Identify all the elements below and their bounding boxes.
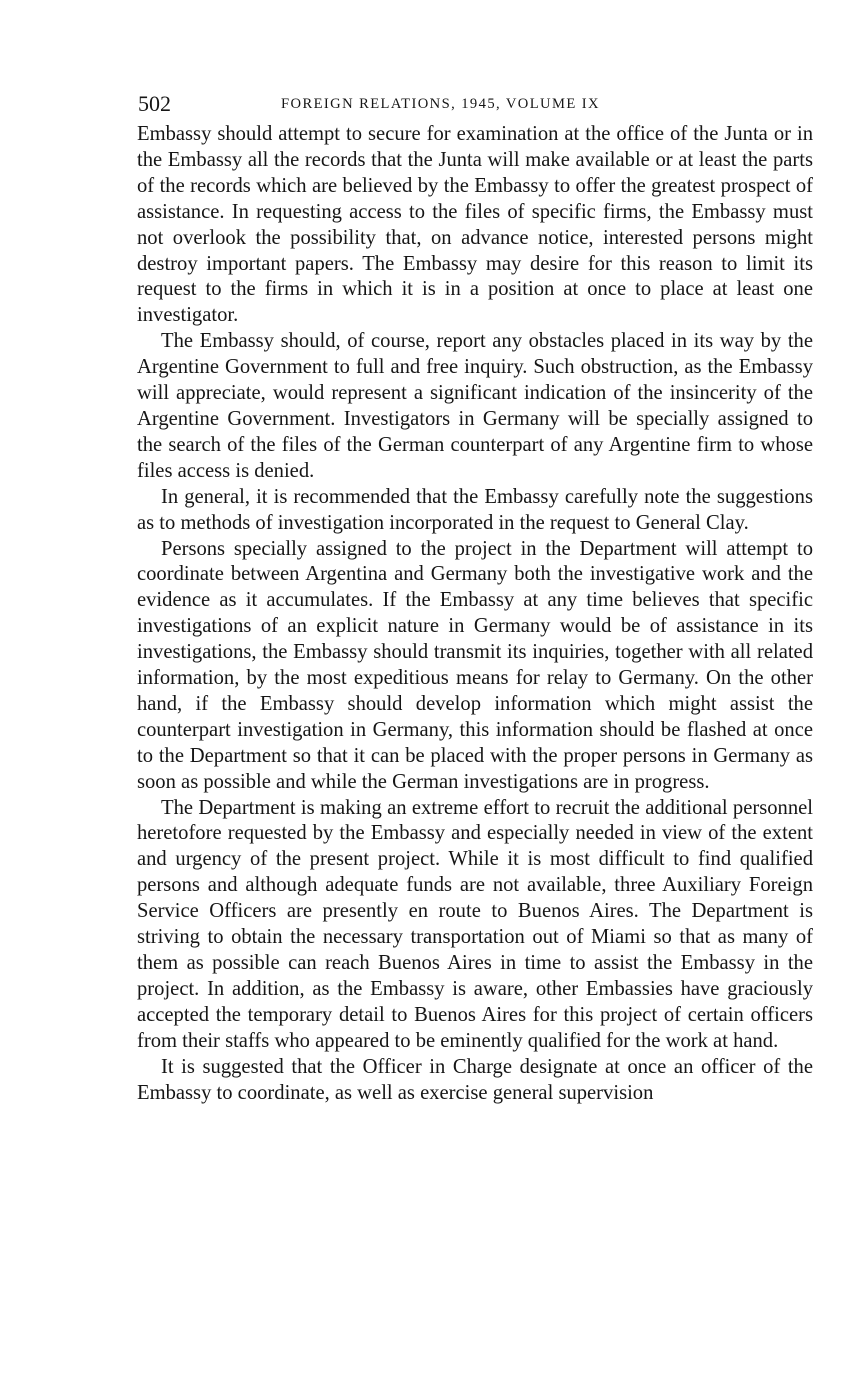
body-text — [137, 122, 813, 1106]
paragraph: It is suggested that the Officer in Charge designate at once an officer of the Embassy to coordinate, as well as exercise general supervision — [137, 1055, 813, 1104]
running-title: FOREIGN RELATIONS, 1945, VOLUME IX — [281, 96, 600, 112]
running-header — [137, 88, 813, 120]
paragraph: Persons specially assigned to the project in the Department will attempt to coordinate between Argentina and Germany both the investigative work and the evidence as it accumulates. If the Embassy at any time believes that specific investigations of an explicit nature in Germany would be of assistance in its investigations, the Embassy should transmit its inquiries, together with all related information, by the most expeditious means for relay to Germany. On the other hand, if the Embassy should develop information which might assist the counterpart investigation in Germany, this information should be flashed at once to the Department so that it can be placed with the proper persons in Germany as soon as possible and while the German investigations are in progress. — [137, 537, 813, 793]
paragraph: In general, it is recommended that the Embassy carefully note the suggestions as to methods of investigation incorporated in the request to General Clay. — [137, 485, 813, 534]
document-page — [137, 88, 813, 1106]
paragraph: The Embassy should, of course, report any obstacles placed in its way by the Argentine Government to full and free inquiry. Such obstruction, as the Embassy will appreciate, would represent a significant indication of the insincerity of the Argentine Government. Investigators in Germany will be specially assigned to the search of the files of the German counterpart of any Argentine firm to whose files access is denied. — [137, 330, 813, 482]
page-number: 502 — [138, 91, 171, 116]
paragraph: The Department is making an extreme effort to recruit the additional personnel heretofore requested by the Embassy and especially needed in view of the extent and urgency of the present project. While it is most difficult to find qualified persons and although adequate funds are not available, three Auxiliary Foreign Service Officers are presently en route to Buenos Aires. The Department is striving to obtain the necessary transportation out of Miami so that as many of them as possible can reach Buenos Aires in time to assist the Embassy in the project. In addition, as the Embassy is aware, other Embassies have graciously accepted the temporary detail to Buenos Aires for this project of certain officers from their staffs who appeared to be eminently qualified for the work at hand. — [137, 796, 813, 1052]
paragraph: Embassy should attempt to secure for examination at the office of the Junta or in the Embassy all the records that the Junta will make available or at least the parts of the records which are believed by the Embassy to offer the greatest prospect of assistance. In requesting access to the files of specific firms, the Embassy must not overlook the possibility that, on advance notice, interested persons might destroy important papers. The Embassy may desire for this reason to limit its request to the firms in which it is in a position at once to place at least one investigator. — [137, 123, 813, 327]
